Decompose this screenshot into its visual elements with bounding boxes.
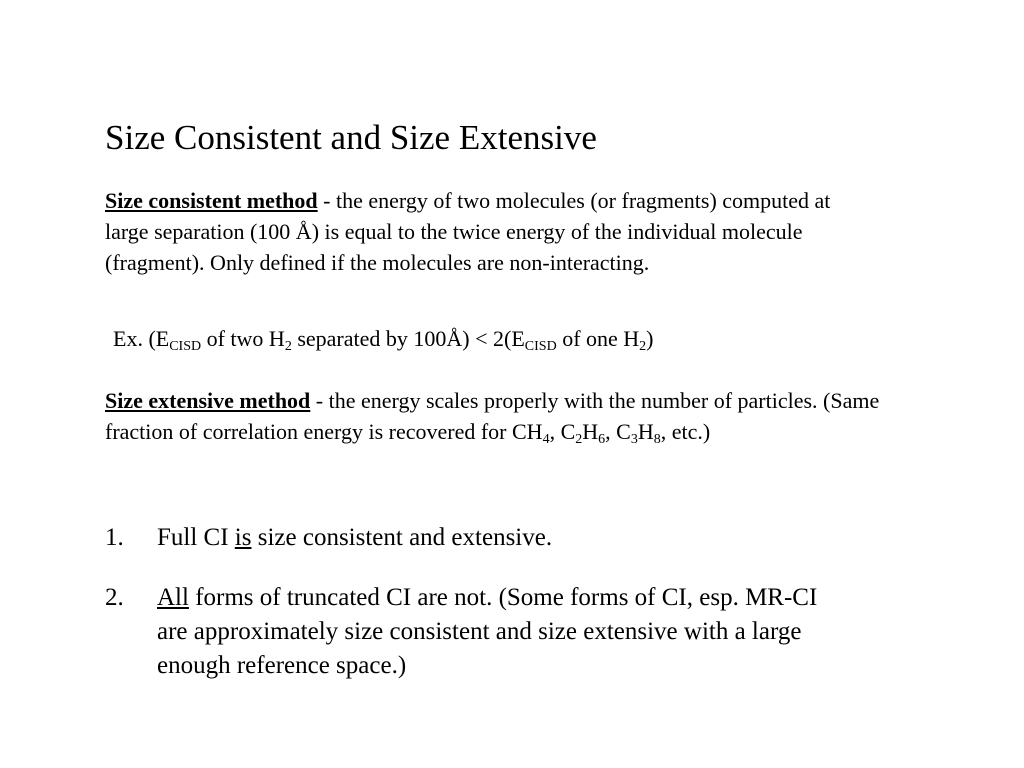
example-subscript-2: 2 [639,339,647,354]
size-consistent-definition [105,185,865,278]
size-extensive-term: Size extensive method [105,388,311,413]
list-text: Full CI [157,524,235,551]
list-number: 1. [105,524,124,551]
example-text: of one H [556,326,640,351]
subscript: 6 [598,432,606,447]
example-subscript-cisd: CISD [524,339,557,354]
subscript: 4 [542,432,550,447]
list-text: forms of truncated CI are not. (Some forms of CI, esp. MR-CI are approximately size consistent and size extensive with a large enough reference space.) [157,584,818,679]
example-subscript-2: 2 [284,339,292,354]
example-suffix: ) [646,326,654,351]
example-text: separated by 100Å) < 2(E [291,326,525,351]
emphasis-underline: All [157,584,189,611]
list-item [105,581,825,683]
size-extensive-definition [105,385,895,447]
size-extensive-text: - the energy scales properly with the number of particles. (Same fraction of correlation energy is recovered for CH [105,388,880,444]
size-extensive-text: H [582,419,599,444]
example-text: of two H [201,326,285,351]
cisd-example [113,323,654,354]
numbered-list [105,521,825,683]
size-consistent-text: - the energy of two molecules (or fragments) computed at large separation (100 Å) is equal to the twice energy of the individual molecule (fragment). Only defined if the molecules are non-interacting. [105,188,831,275]
list-text: size consistent and extensive. [251,524,553,551]
size-extensive-text: H [637,419,654,444]
emphasis-underline: is [234,524,252,551]
size-consistent-term: Size consistent method [105,188,318,213]
size-extensive-text: , etc.) [660,419,711,444]
size-extensive-text: , C [549,419,576,444]
slide-title: Size Consistent and Size Extensive [105,118,597,157]
subscript: 8 [653,432,661,447]
subscript: 3 [630,432,638,447]
example-prefix: Ex. (E [113,326,170,351]
subscript: 2 [575,432,583,447]
list-item [105,521,825,555]
size-extensive-text: , C [605,419,631,444]
example-subscript-cisd: CISD [169,339,202,354]
list-number: 2. [105,584,124,611]
